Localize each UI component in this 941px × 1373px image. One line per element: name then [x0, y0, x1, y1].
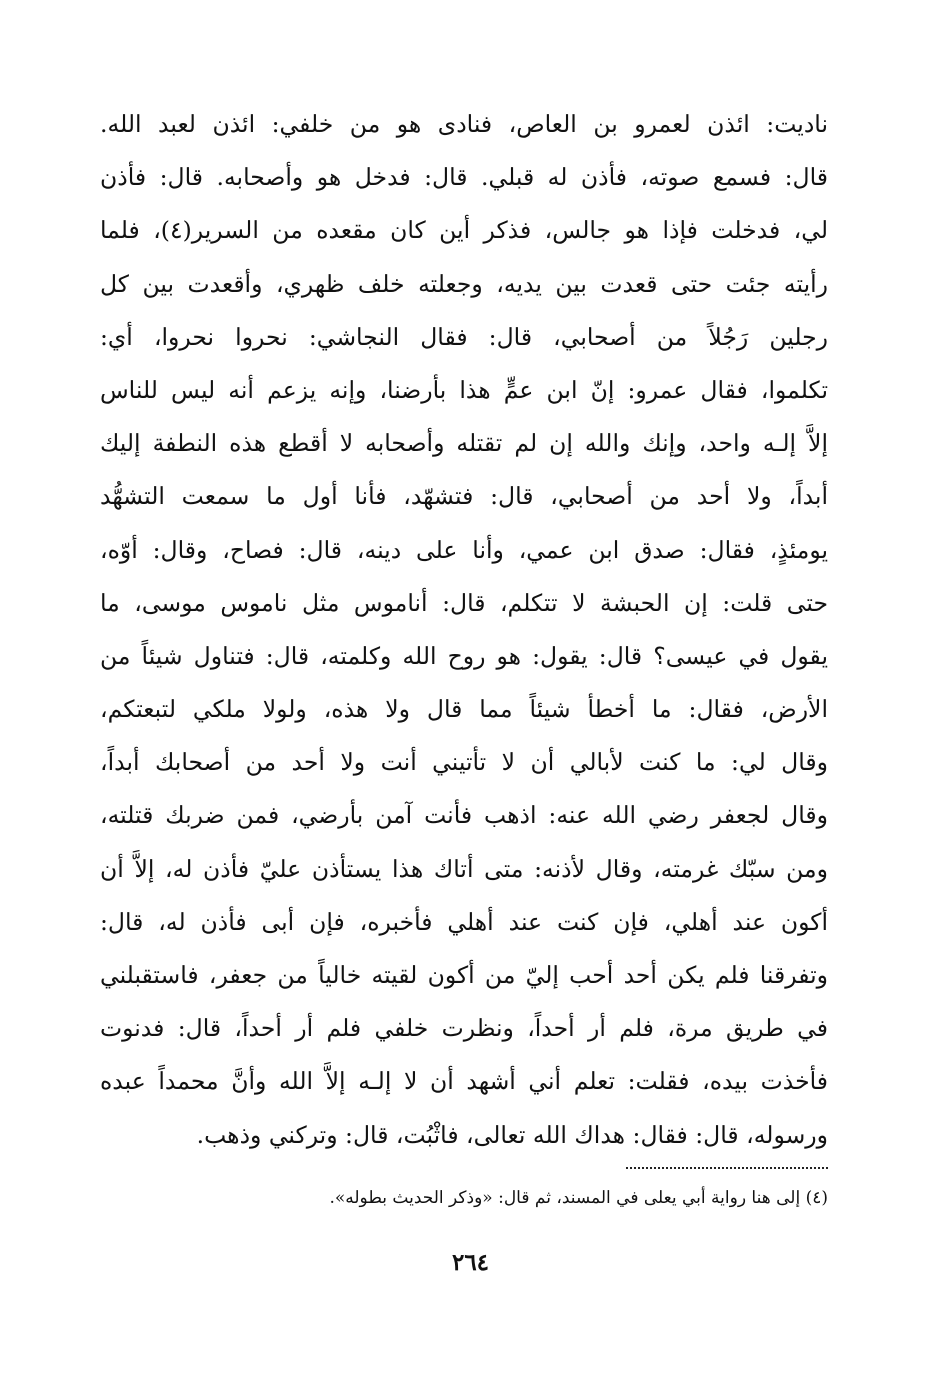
text-line: إلاَّ إلـه واحد، وإنك والله إن لم تقتله وأصحابه لا أقطع هذه النطفة إليك	[100, 429, 828, 458]
text-line: رأيته جئت حتى قعدت بين يديه، وجعلته خلف ظهري، وأقعدت بين كل	[100, 269, 828, 298]
text-line: في طريق مرة، فلم أر أحداً، ونظرت خلفي فلم أر أحداً، قال: فدنوت	[100, 1014, 828, 1043]
text-line: وقال لي: ما كنت لأبالي أن لا تأتيني أنت ولا أحد من أصحابك أبداً،	[100, 748, 828, 777]
page-number: ٢٦٤	[451, 1249, 490, 1276]
text-line: ومن سبّك غرمته، وقال لأذنه: متى أتاك هذا يستأذن عليّ فأذن له، إلاَّ أن	[100, 854, 828, 883]
text-line: حتى قلت: إن الحبشة لا تتكلم، قال: أناموس مثل ناموس موسى، ما	[100, 588, 828, 617]
text-line: لي، فدخلت فإذا هو جالس، فذكر أين كان مقعده من السرير(٤)، فلما	[100, 216, 828, 245]
text-line: ورسوله، قال: فقال: هداك الله تعالى، فاثْبُت، قال: وتركني وذهب.	[196, 1120, 828, 1149]
text-line: فأخذت بيده، فقلت: تعلم أني أشهد أن لا إلـه إلاَّ الله وأنَّ محمداً عبده	[100, 1067, 828, 1096]
footnote: (٤) إلى هنا رواية أبي يعلى في المسند، ثم قال: «وذكر الحديث بطوله».	[329, 1188, 828, 1208]
text-line: يقول في عيسى؟ قال: يقول: هو روح الله وكلمته، قال: فتناول شيئاً من	[100, 641, 828, 670]
text-line: تكلموا، فقال عمرو: إنّ ابن عمٍّ هذا بأرضنا، وإنه يزعم أنه ليس للناس	[100, 375, 828, 404]
text-line: يومئذٍ، فقال: صدق ابن عمي، وأنا على دينه، قال: فصاح، وقال: أوّه،	[100, 535, 828, 564]
footnote-separator	[626, 1157, 828, 1169]
text-line: أبداً، ولا أحد من أصحابي، قال: فتشهّد، فأنا أول ما سمعت التشهُّد	[100, 482, 828, 511]
text-line: الأرض، فقال: ما أخطأ شيئاً مما قال ولا هذه، ولولا ملكي لتبعتكم،	[100, 695, 828, 724]
text-line: رجلين رَجُلاً من أصحابي، قال: فقال النجاشي: نحروا نحروا، أي:	[100, 322, 828, 351]
text-line: قال: فسمع صوته، فأذن له قبلي. قال: فدخل هو وأصحابه. قال: فأذن	[100, 163, 828, 192]
text-line: ناديت: ائذن لعمرو بن العاص، فنادى هو من خلفي: ائذن لعبد الله.	[100, 110, 828, 138]
main-text	[100, 98, 828, 1162]
text-line: أكون عند أهلي، فإن كنت عند أهلي فأخبره، فإن أبى فأذن له، قال:	[100, 907, 828, 936]
text-line: وقال لجعفر رضي الله عنه: اذهب فأنت آمن بأرضي، فمن ضربك قتلته،	[100, 801, 828, 830]
text-line: وتفرقنا فلم يكن أحد أحب إليّ من أكون لقيته خالياً من جعفر، فاستقبلني	[100, 961, 828, 989]
